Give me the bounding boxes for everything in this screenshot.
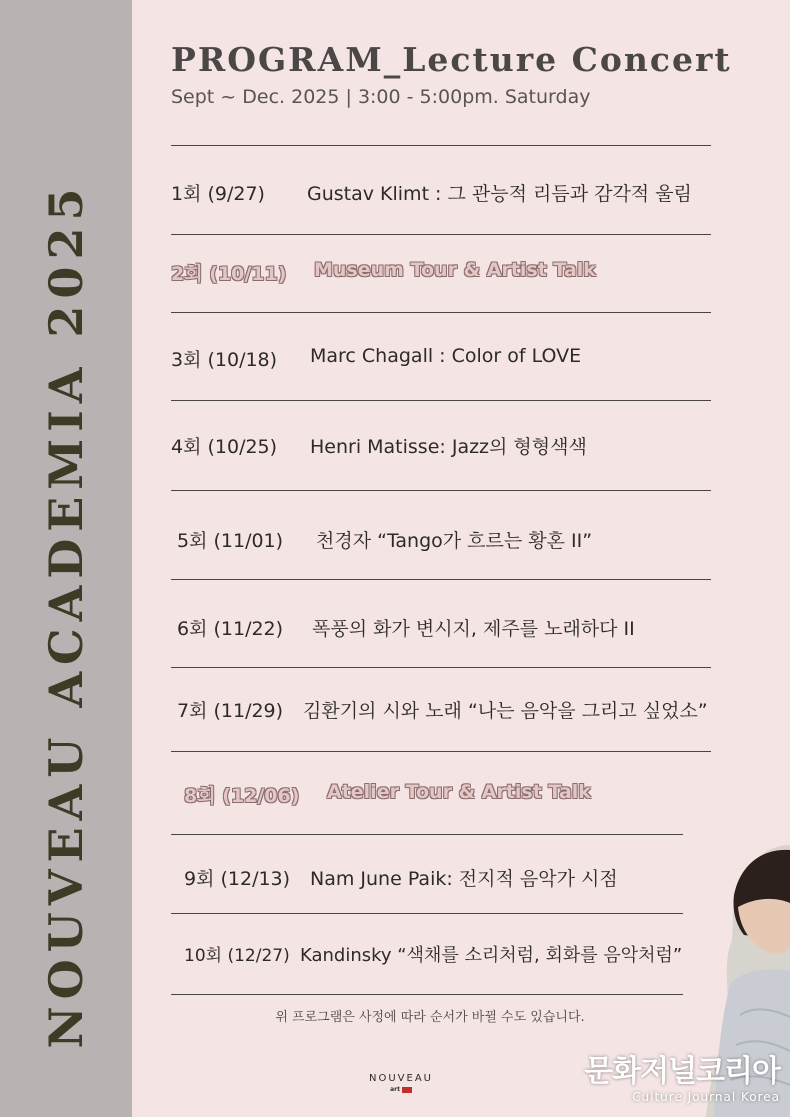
divider: [171, 145, 711, 146]
logo-wordmark: NOUVEAU: [369, 1073, 433, 1084]
divider: [171, 400, 711, 401]
program-topic: 김환기의 시와 노래 “나는 음악을 그리고 싶었소”: [303, 700, 708, 722]
program-date: 7회 (11/29): [177, 700, 284, 722]
program-topic: Henri Matisse: Jazz의 형형색색: [310, 436, 587, 458]
schedule-note: 위 프로그램은 사정에 따라 순서가 바뀔 수도 있습니다.: [275, 1010, 585, 1025]
program-topic: Marc Chagall : Color of LOVE: [310, 345, 582, 367]
page-subtitle: Sept ~ Dec. 2025 | 3:00 - 5:00pm. Saturday: [171, 86, 591, 108]
watermark: [584, 1046, 780, 1104]
program-topic: 천경자 “Tango가 흐르는 황혼 II”: [316, 530, 593, 552]
nouveau-logo: [369, 1073, 433, 1093]
program-date: 4회 (10/25): [171, 436, 278, 458]
program-date: 6회 (11/22): [177, 618, 284, 640]
logo-subtext: art: [369, 1086, 433, 1093]
divider: [171, 667, 711, 668]
divider: [171, 312, 711, 313]
program-date: 8회 (12/06): [184, 785, 300, 807]
vertical-title: NOUVEAU ACADEMIA 2025: [39, 181, 93, 1049]
page-title: PROGRAM_Lecture Concert: [171, 40, 732, 79]
program-date: 9회 (12/13): [184, 868, 291, 890]
sidebar: [0, 0, 132, 1117]
program-date: 2회 (10/11): [171, 263, 287, 285]
program-topic: Museum Tour & Artist Talk: [314, 259, 596, 281]
program-date: 3회 (10/18): [171, 349, 278, 371]
divider: [171, 751, 711, 752]
program-topic: Kandinsky “색채를 소리처럼, 회화를 음악처럼”: [300, 945, 683, 966]
divider: [171, 579, 711, 580]
program-date: 5회 (11/01): [177, 530, 284, 552]
program-topic: 폭풍의 화가 변시지, 제주를 노래하다 II: [312, 618, 635, 640]
divider: [171, 834, 683, 835]
watermark-main: 문화저널코리아: [584, 1054, 780, 1089]
divider: [171, 994, 683, 995]
divider: [171, 234, 711, 235]
program-date: 10회 (12/27): [184, 946, 290, 966]
program-topic: Nam June Paik: 전지적 음악가 시점: [310, 868, 618, 890]
divider: [171, 913, 683, 914]
program-topic: Gustav Klimt : 그 관능적 리듬과 감각적 울림: [307, 183, 692, 205]
divider: [171, 490, 711, 491]
program-topic: Atelier Tour & Artist Talk: [327, 781, 591, 803]
program-date: 1회 (9/27): [171, 183, 265, 205]
watermark-sub: Culture Journal Korea: [632, 1090, 780, 1104]
